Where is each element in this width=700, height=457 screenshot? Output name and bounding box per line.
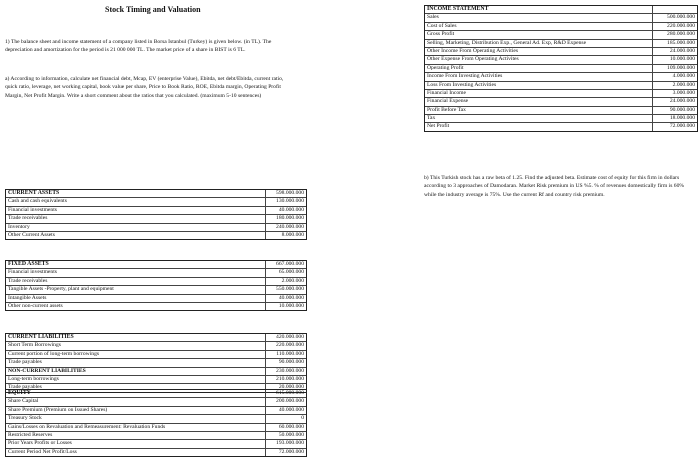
row-value: 130.000.000	[265, 198, 306, 205]
row-value: 200.000.000	[265, 398, 306, 405]
row-value: 230.000.000	[265, 368, 306, 375]
table-row	[425, 107, 697, 115]
row-label: Restricted Reserves	[8, 431, 53, 438]
table-row	[425, 82, 697, 90]
row-value: 110.000.000	[265, 351, 306, 358]
row-label: Short Term Borrowings	[8, 342, 61, 349]
table-row	[425, 14, 697, 22]
table-row	[6, 424, 306, 432]
row-label: Long-term borrowings	[8, 375, 59, 382]
table-row	[6, 368, 306, 376]
row-value: 500.000.000	[652, 14, 697, 21]
table-row	[425, 56, 697, 64]
row-label: Operating Profit	[427, 64, 464, 71]
table-row	[6, 224, 306, 232]
table-row	[425, 31, 697, 39]
row-value: 65.000.000	[265, 269, 306, 276]
table-row	[6, 269, 306, 277]
row-value: 220.000.000	[652, 23, 697, 30]
table-row	[6, 351, 306, 359]
question-1b: b) This Turkish stock has a raw beta of 1.25. Find the adjusted beta. Estimate cost of equity for this firm in dollars according to 3 approaches of Damodaran. Market Risk premium in US %5. % of revenues domestically firm is 60% while the industry average is 75%. Use the current Rf and country risk premium.	[424, 175, 685, 198]
row-value: 280.000.000	[652, 31, 697, 38]
table-row	[6, 415, 306, 423]
row-value: 2.000.000	[265, 278, 306, 285]
table-row	[6, 342, 306, 350]
fixed-assets-header-row	[6, 261, 306, 269]
row-label: Selling, Marketing, Distribution Exp., General Ad. Exp, R&D Expense	[427, 39, 587, 46]
row-label: Share Capital	[8, 398, 39, 405]
row-label: Income From Investing Activities	[427, 73, 503, 80]
current-assets-header-row	[6, 190, 306, 198]
row-value: 20.000.000	[265, 384, 306, 391]
row-value: 4.000.000	[652, 73, 697, 80]
table-row	[425, 90, 697, 98]
row-value: 210.000.000	[265, 376, 306, 383]
table-row	[425, 40, 697, 48]
row-value: 2.000.000	[652, 82, 697, 89]
table-row	[6, 432, 306, 440]
row-label: Trade payables	[8, 359, 42, 366]
table-row	[425, 98, 697, 106]
row-value: 18.000.000	[652, 115, 697, 122]
table-header-label: CURRENT ASSETS	[8, 190, 60, 196]
income-statement-header-row	[425, 6, 697, 14]
table-header-value	[652, 6, 697, 13]
table-header-label: FIXED ASSETS	[8, 261, 49, 267]
row-label: Cost of Sales	[427, 22, 457, 29]
table-header-value: 667.000.000	[265, 261, 306, 268]
row-value: 72.000.000	[652, 123, 697, 130]
row-value: 40.000.000	[265, 295, 306, 302]
table-row	[6, 198, 306, 206]
liabilities-table	[5, 333, 307, 393]
row-label: Other Expense From Operating Activites	[427, 56, 519, 63]
row-label: Sales	[427, 14, 439, 21]
row-label: Trade payables	[8, 384, 42, 391]
row-label: Net Profit	[427, 123, 450, 130]
table-row	[6, 303, 306, 310]
table-row	[6, 359, 306, 367]
row-label: Gross Profit	[427, 31, 455, 38]
row-label: Cash and cash equivalents	[8, 198, 67, 205]
row-label: Intangible Assets	[8, 294, 47, 301]
row-label: NON-CURRENT LIABILITIES	[8, 367, 86, 374]
table-row	[6, 398, 306, 406]
income-statement-table	[424, 5, 698, 132]
table-row	[6, 440, 306, 448]
row-value: 180.000.000	[265, 215, 306, 222]
equity-header-row	[6, 390, 306, 398]
row-value: 90.000.000	[265, 359, 306, 366]
table-header-label: CURRENT LIABILITIES	[8, 334, 74, 340]
fixed-assets-table	[5, 260, 307, 311]
question-1-intro: 1) The balance sheet and income statement of a company listed in Borsa Istanbul (Turkey) is given below. (in TL). The depreciation and amortization for the period is 21 000 000 TL. The market price of a share in BIST is 6 TL.	[5, 39, 272, 54]
row-value: 24.000.000	[652, 98, 697, 105]
table-row	[425, 48, 697, 56]
row-label: Financial Income	[427, 89, 466, 96]
row-value: 185.000.000	[652, 40, 697, 47]
row-label: Gains/Losses on Revaluation and Remeasurement: Revaluation Funds	[8, 423, 166, 430]
table-header-value: 598.000.000	[265, 190, 306, 197]
row-label: Financial Expense	[427, 98, 469, 105]
row-value: 50.000.000	[265, 432, 306, 439]
row-value: 90.000.000	[652, 107, 697, 114]
row-label: Trade receivables	[8, 215, 48, 222]
row-value: 10.000.000	[652, 56, 697, 63]
table-header-label: EQUITY	[8, 390, 31, 396]
row-value: 3.000.000	[652, 90, 697, 97]
table-row	[6, 232, 306, 239]
row-label: Tax	[427, 115, 436, 122]
row-value: 240.000.000	[265, 224, 306, 231]
row-value: 550.000.000	[265, 286, 306, 293]
row-value: 40.000.000	[265, 207, 306, 214]
table-row	[425, 115, 697, 123]
row-value: 60.000.000	[265, 424, 306, 431]
question-1a: a) According to information, calculate net financial debt, Mcap, EV (enterprise Value), Ebitda, net debt/Ebitda, current ratio, quick ratio, leverage, net working capital, book value per share, Price to Book Ratio, ROE, Ebitda margin, Operating Profit Margin, Net Profit Margin. Write a short comment about the ratios that you calculated. (maximum 5-10 sentences)	[5, 76, 284, 99]
table-row	[6, 449, 306, 456]
table-header-value: 420.000.000	[265, 334, 306, 341]
row-label: Current Period Net Profit/Loss	[8, 448, 77, 455]
table-row	[425, 123, 697, 130]
row-label: Other Income From Operating Activities	[427, 47, 519, 54]
table-row	[6, 207, 306, 215]
row-label: Treasury Stock	[8, 415, 42, 422]
row-value: 0	[265, 415, 306, 422]
document-title: Stock Timing and Valuation	[105, 5, 201, 14]
row-value: 72.000.000	[265, 449, 306, 456]
table-row	[6, 407, 306, 415]
table-row	[6, 295, 306, 303]
row-label: Tangible Assets -Property, plant and equipment	[8, 286, 114, 293]
table-row	[425, 65, 697, 73]
row-label: Other Current Assets	[8, 231, 55, 238]
row-value: 8.000.000	[265, 232, 306, 239]
table-row	[6, 286, 306, 294]
table-row	[425, 73, 697, 81]
row-label: Inventory	[8, 223, 30, 230]
equity-table	[5, 389, 307, 457]
table-row	[6, 215, 306, 223]
table-row	[6, 376, 306, 384]
row-label: Financial investments	[8, 206, 57, 213]
current-liabilities-header-row	[6, 334, 306, 342]
row-value: 220.000.000	[265, 342, 306, 349]
row-value: 24.000.000	[652, 48, 697, 55]
row-value: 193.000.000	[265, 440, 306, 447]
row-label: Other non-current assets	[8, 302, 63, 309]
table-row	[6, 278, 306, 286]
row-label: Prior Years Profits or Losses	[8, 440, 72, 447]
row-value: 40.000.000	[265, 407, 306, 414]
row-label: Loss From Investing Activities	[427, 81, 497, 88]
table-header-label: INCOME STATEMENT	[427, 6, 489, 12]
row-label: Trade receivables	[8, 277, 48, 284]
table-header-value: 615.000.000	[265, 390, 306, 397]
row-value: 10.000.000	[265, 303, 306, 310]
row-label: Share Premium (Premium on Issued Shares)	[8, 406, 108, 413]
current-assets-table	[5, 189, 307, 240]
row-value: 109.000.000	[652, 65, 697, 72]
table-row	[425, 23, 697, 31]
row-label: Profit Before Tax	[427, 106, 466, 113]
row-label: Current portion of long-term borrowings	[8, 350, 100, 357]
row-label: Financial investments	[8, 269, 57, 276]
